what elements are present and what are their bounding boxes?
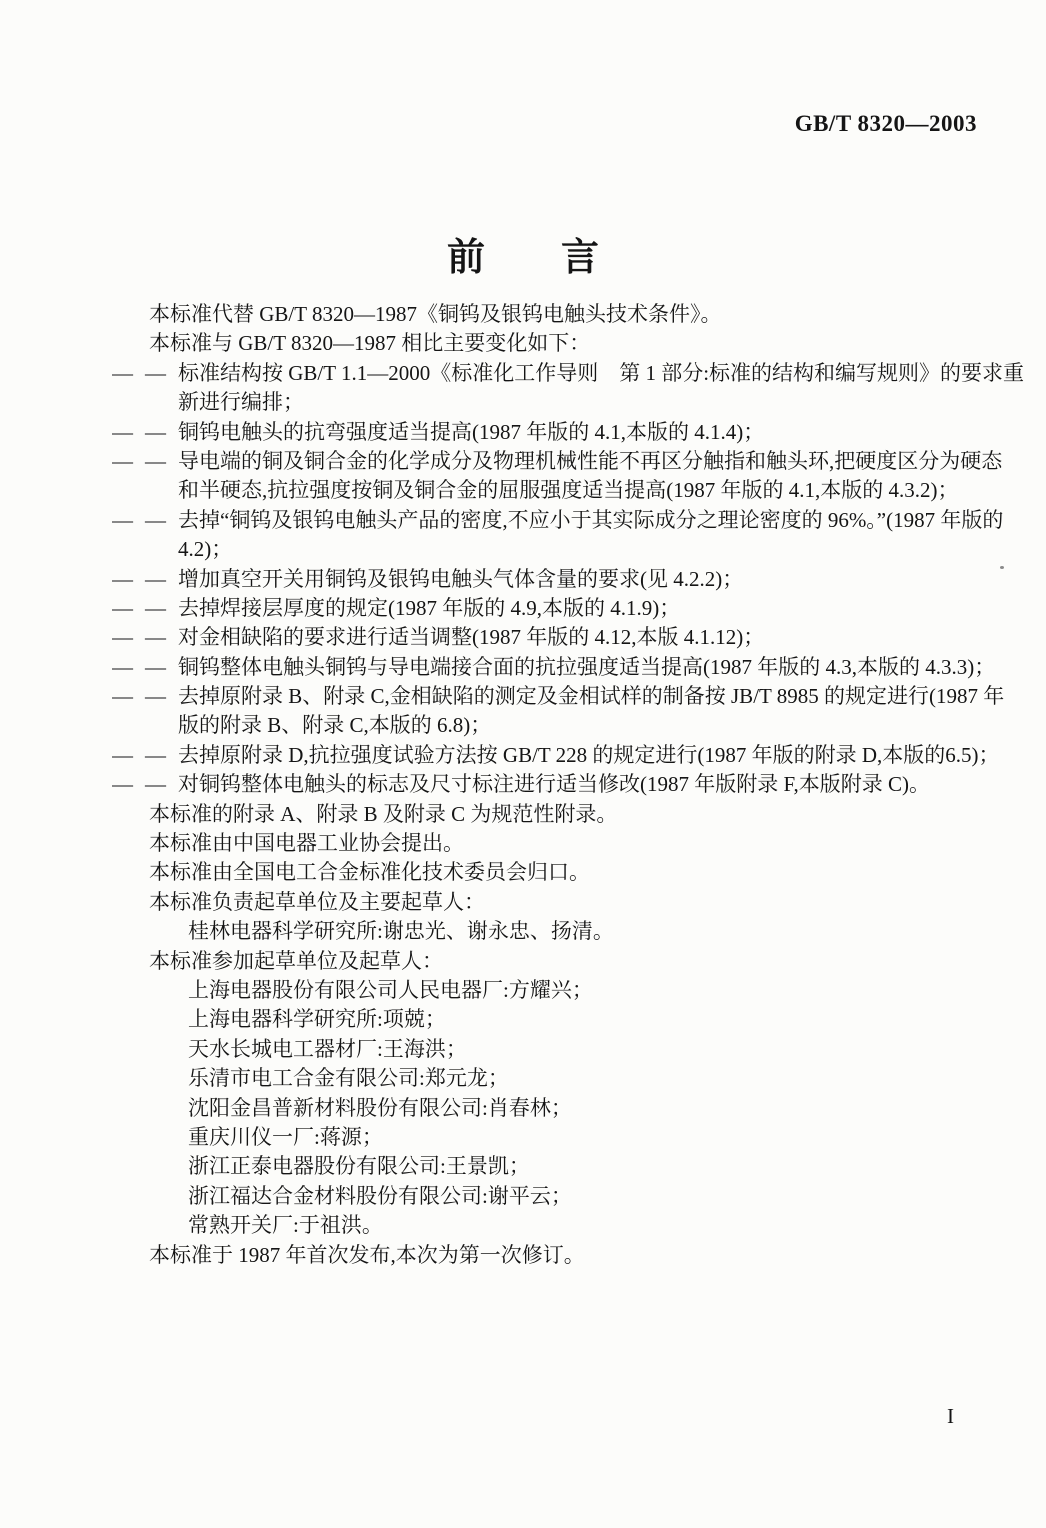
scan-artifact-dot <box>1000 566 1004 569</box>
foreword-body <box>112 300 1025 1270</box>
change-list-item-line <box>112 623 1002 652</box>
drafter-item: 浙江福达合金材料股份有限公司:谢平云； <box>188 1183 572 1208</box>
change-list-item-line <box>112 594 1002 623</box>
change-list-item-line <box>112 653 1002 682</box>
item-dash: —— <box>112 448 178 473</box>
change-list-item-line: 4.2)； <box>178 537 233 562</box>
item-dash: —— <box>112 625 178 650</box>
paragraph-line: 本标准由中国电器工业协会提出。 <box>149 831 464 856</box>
change-list-item-line <box>112 741 1002 770</box>
change-list-item-line: 和半硬态,抗拉强度按铜及铜合金的屈服强度适当提高(1987 年版的 4.1,本版的 4.3.2)； <box>178 478 959 503</box>
item-dash: —— <box>112 654 178 679</box>
drafter-item: 浙江正泰电器股份有限公司:王景凯； <box>188 1154 530 1179</box>
change-list-item-line: 新进行编排； <box>178 390 304 415</box>
item-dash: —— <box>112 742 178 767</box>
change-list-item-line <box>112 506 1002 535</box>
change-list-item-line: 版的附录 B、附录 C,本版的 6.8)； <box>178 713 492 738</box>
drafter-item: 上海电器科学研究所:项兢； <box>188 1007 446 1032</box>
change-list-item-line <box>112 447 1002 476</box>
drafter-item: 常熟开关厂:于祖洪。 <box>188 1213 383 1238</box>
drafter-item: 上海电器股份有限公司人民电器厂:方耀兴； <box>188 977 593 1002</box>
item-text: 导电端的铜及铜合金的化学成分及物理机械性能不再区分触指和触头环,把硬度区分为硬态 <box>178 448 1003 473</box>
drafter-item: 重庆川仪一厂:蒋源； <box>188 1124 383 1149</box>
drafter-item: 乐清市电工合金有限公司:郑元龙； <box>188 1066 509 1091</box>
change-list-item-line <box>112 359 1025 388</box>
item-text: 去掉原附录 B、附录 C,金相缺陷的测定及金相试样的制备按 JB/T 8985 的规定进行(1987 年 <box>178 684 1005 709</box>
item-dash: —— <box>112 360 178 385</box>
item-text: 标准结构按 GB/T 1.1—2000《标准化工作导则 第 1 部分:标准的结构和编写规则》的要求重 <box>178 360 1025 385</box>
paragraph-line: 本标准的附录 A、附录 B 及附录 C 为规范性附录。 <box>149 801 618 826</box>
item-dash: —— <box>112 419 178 444</box>
item-dash: —— <box>112 507 178 532</box>
paragraph-line: 本标准负责起草单位及主要起草人： <box>149 889 485 914</box>
paragraph-line: 本标准参加起草单位及起草人： <box>149 948 443 973</box>
item-text: 增加真空开关用铜钨及银钨电触头气体含量的要求(见 4.2.2)； <box>178 566 744 591</box>
drafter-item: 桂林电器科学研究所:谢忠光、谢永忠、扬清。 <box>188 919 614 944</box>
item-text: 铜钨整体电触头铜钨与导电端接合面的抗拉强度适当提高(1987 年版的 4.3,本版的 4.3.3)； <box>178 654 996 679</box>
change-list-item-line <box>112 418 1002 447</box>
item-dash: —— <box>112 772 178 797</box>
drafter-item: 天水长城电工器材厂:王海洪； <box>188 1036 467 1061</box>
drafter-item: 沈阳金昌普新材料股份有限公司:肖春林； <box>188 1095 572 1120</box>
item-text: 去掉原附录 D,抗拉强度试验方法按 GB/T 228 的规定进行(1987 年版的附录 D,本版的6.5)； <box>178 742 1000 767</box>
item-text: 去掉焊接层厚度的规定(1987 年版的 4.9,本版的 4.1.9)； <box>178 595 681 620</box>
change-list-item-line <box>112 565 1002 594</box>
item-text: 对铜钨整体电触头的标志及尺寸标注进行适当修改(1987 年版附录 F,本版附录 C)。 <box>178 772 930 797</box>
paragraph-line: 本标准由全国电工合金标准化技术委员会归口。 <box>149 860 590 885</box>
change-list-item-line <box>112 682 1005 711</box>
item-dash: —— <box>112 566 178 591</box>
standard-number: GB/T 8320—2003 <box>794 111 977 136</box>
paragraph-line: 本标准代替 GB/T 8320—1987《铜钨及银钨电触头技术条件》。 <box>149 302 722 326</box>
item-dash: —— <box>112 684 178 709</box>
item-dash: —— <box>112 595 178 620</box>
item-text: 去掉“铜钨及银钨电触头产品的密度,不应小于其实际成分之理论密度的 96%。”(1987 年版的 <box>178 507 1004 532</box>
paragraph-line: 本标准于 1987 年首次发布,本次为第一次修订。 <box>149 1242 585 1267</box>
change-list-item-line <box>112 770 1002 799</box>
page-title: 前 言 <box>446 237 599 280</box>
page-number: I <box>947 1404 954 1428</box>
item-text: 对金相缺陷的要求进行适当调整(1987 年版的 4.12,本版 4.1.12)； <box>178 625 765 650</box>
item-text: 铜钨电触头的抗弯强度适当提高(1987 年版的 4.1,本版的 4.1.4)； <box>178 419 765 444</box>
paragraph-line: 本标准与 GB/T 8320—1987 相比主要变化如下： <box>149 331 591 356</box>
